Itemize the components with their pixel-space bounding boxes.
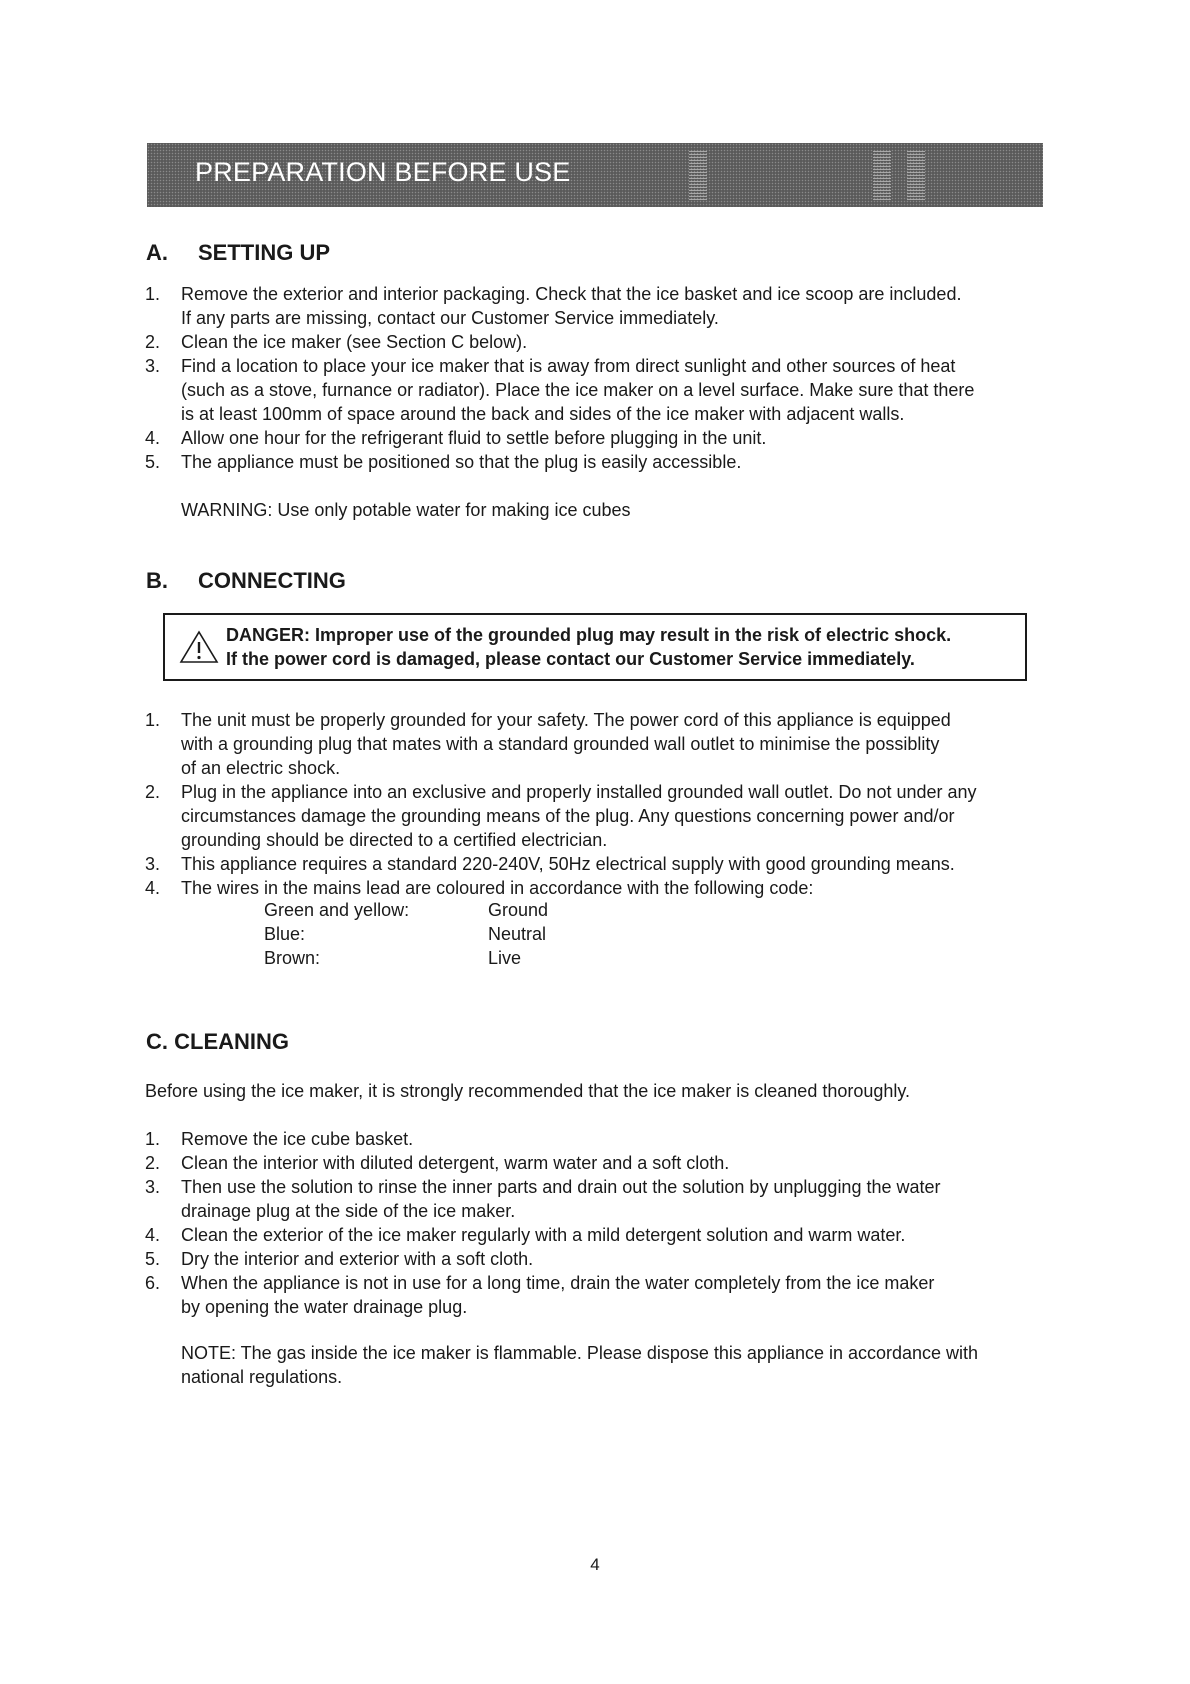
item-line: (such as a stove, furnance or radiator). Place the ice maker on a level surface. Make sure that there [181, 380, 975, 400]
list-item [145, 708, 1045, 780]
item-line: of an electric shock. [181, 758, 341, 778]
item-line: If any parts are missing, contact our Customer Service immediately. [181, 308, 719, 328]
list-item [145, 780, 1045, 852]
item-line: drainage plug at the side of the ice maker. [181, 1201, 516, 1221]
item-line: When the appliance is not in use for a long time, drain the water completely from the ice maker [181, 1273, 935, 1293]
list-item [145, 426, 1045, 450]
item-number: 5. [145, 452, 161, 472]
item-line: Remove the ice cube basket. [181, 1129, 414, 1149]
wire-row [264, 922, 548, 946]
wire-function: Ground [488, 900, 549, 920]
section-a-heading [146, 240, 330, 266]
item-number: 4. [145, 428, 161, 448]
warning-text: WARNING: Use only potable water for making ice cubes [181, 500, 631, 520]
item-number: 1. [145, 1129, 161, 1149]
danger-notice [163, 613, 1027, 681]
item-line: The unit must be properly grounded for your safety. The power cord of this appliance is equipped [181, 710, 951, 730]
list-item [145, 354, 1045, 426]
item-number: 6. [145, 1273, 161, 1293]
list-item [145, 1175, 1045, 1223]
wire-color: Brown: [264, 948, 321, 968]
item-line: with a grounding plug that mates with a standard grounded wall outlet to minimise the possiblity [181, 734, 940, 754]
wire-row [264, 946, 548, 970]
list-item [145, 1127, 1045, 1151]
note-line: national regulations. [181, 1367, 343, 1387]
item-number: 2. [145, 782, 161, 802]
wire-color: Blue: [264, 924, 306, 944]
list-item [145, 876, 1045, 900]
note-text [181, 1341, 978, 1389]
setting-up-list [145, 282, 1045, 474]
list-item [145, 330, 1045, 354]
page-title: PREPARATION BEFORE USE [195, 157, 571, 187]
item-line: grounding should be directed to a certified electrician. [181, 830, 608, 850]
cleaning-intro: Before using the ice maker, it is strongly recommended that the ice maker is cleaned thoroughly. [145, 1081, 911, 1101]
page-number: 4 [590, 1555, 600, 1574]
section-c-heading: C. CLEANING [146, 1029, 289, 1054]
item-number: 2. [145, 1153, 161, 1173]
section-letter: B. [146, 568, 168, 593]
section-letter: A. [146, 240, 168, 265]
wire-row [264, 898, 548, 922]
item-number: 2. [145, 332, 161, 352]
item-line: Remove the exterior and interior packaging. Check that the ice basket and ice scoop are included. [181, 284, 962, 304]
banner-decoration [907, 151, 925, 201]
item-line: is at least 100mm of space around the back and sides of the ice maker with adjacent walls. [181, 404, 905, 424]
section-banner [147, 143, 1043, 207]
item-number: 5. [145, 1249, 161, 1269]
item-number: 1. [145, 284, 161, 304]
list-item [145, 1247, 1045, 1271]
cleaning-list [145, 1127, 1045, 1319]
list-item [145, 282, 1045, 330]
wire-function: Live [488, 948, 522, 968]
danger-text [226, 623, 951, 671]
list-item [145, 1223, 1045, 1247]
wire-color-table [264, 898, 548, 970]
connecting-list [145, 708, 1045, 900]
banner-decoration [873, 151, 891, 201]
item-number: 4. [145, 1225, 161, 1245]
list-item [145, 450, 1045, 474]
item-line: Then use the solution to rinse the inner parts and drain out the solution by unplugging the water [181, 1177, 941, 1197]
item-line: Plug in the appliance into an exclusive and properly installed grounded wall outlet. Do not under any [181, 782, 977, 802]
list-item [145, 852, 1045, 876]
item-number: 3. [145, 854, 161, 874]
section-title: SETTING UP [198, 240, 331, 265]
item-number: 3. [145, 356, 161, 376]
note-line: NOTE: The gas inside the ice maker is flammable. Please dispose this appliance in accordance with [181, 1343, 979, 1363]
banner-decoration [689, 151, 707, 201]
item-line: Dry the interior and exterior with a soft cloth. [181, 1249, 534, 1269]
item-number: 3. [145, 1177, 161, 1197]
item-number: 4. [145, 878, 161, 898]
item-line: The wires in the mains lead are coloured in accordance with the following code: [181, 878, 814, 898]
item-line: The appliance must be positioned so that the plug is easily accessible. [181, 452, 742, 472]
item-number: 1. [145, 710, 161, 730]
item-line: This appliance requires a standard 220-240V, 50Hz electrical supply with good grounding means. [181, 854, 955, 874]
item-line: Allow one hour for the refrigerant fluid to settle before plugging in the unit. [181, 428, 767, 448]
warning-triangle-icon [179, 629, 219, 665]
section-b-heading [146, 568, 346, 594]
list-item [145, 1271, 1045, 1319]
item-line: Clean the interior with diluted detergent, warm water and a soft cloth. [181, 1153, 730, 1173]
danger-line: DANGER: Improper use of the grounded plug may result in the risk of electric shock. [226, 625, 952, 645]
section-title: CONNECTING [198, 568, 346, 593]
item-line: circumstances damage the grounding means of the plug. Any questions concerning power and/or [181, 806, 955, 826]
item-line: by opening the water drainage plug. [181, 1297, 468, 1317]
item-line: Clean the ice maker (see Section C below). [181, 332, 528, 352]
item-line: Find a location to place your ice maker that is away from direct sunlight and other sources of heat [181, 356, 956, 376]
danger-line: If the power cord is damaged, please contact our Customer Service immediately. [226, 649, 915, 669]
list-item [145, 1151, 1045, 1175]
wire-function: Neutral [488, 924, 547, 944]
item-line: Clean the exterior of the ice maker regularly with a mild detergent solution and warm water. [181, 1225, 906, 1245]
wire-color: Green and yellow: [264, 900, 410, 920]
